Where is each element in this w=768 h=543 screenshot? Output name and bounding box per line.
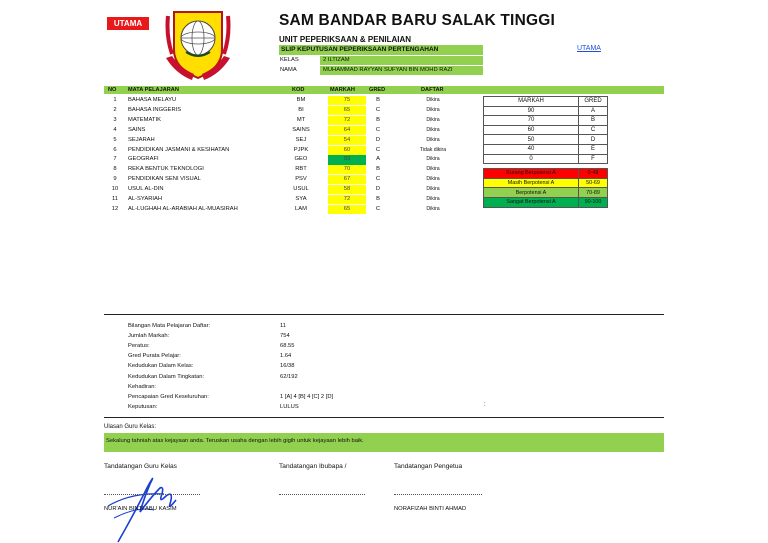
stat-label: Jumlah Markah: — [128, 333, 170, 340]
sig-pengetua-line — [394, 494, 482, 496]
utama-button[interactable]: UTAMA — [107, 17, 149, 30]
row-no: 2 — [113, 106, 117, 113]
row-no: 9 — [113, 176, 117, 183]
ref-row — [484, 135, 608, 145]
table-row — [104, 136, 444, 146]
divider — [104, 417, 664, 418]
row-daftar: Dikira — [426, 116, 440, 123]
row-kod: PSV — [295, 176, 307, 183]
row-subject: SEJARAH — [128, 136, 155, 143]
nama-label: NAMA — [280, 67, 297, 73]
row-kod: PJPK — [293, 146, 309, 153]
row-kod: BM — [296, 97, 306, 103]
table-row — [104, 106, 444, 116]
row-no: 6 — [113, 146, 117, 153]
sig-guru-line — [104, 494, 200, 496]
row-gred: C — [375, 176, 381, 183]
row-kod: RBT — [295, 166, 307, 173]
row-daftar: Dikira — [426, 205, 440, 212]
row-gred: A — [376, 156, 380, 163]
row-markah: 72 — [328, 195, 366, 204]
row-subject: USUL AL-DIN — [128, 186, 164, 193]
row-no: 3 — [113, 116, 117, 123]
stat-label: Gred Purata Pelajar: — [128, 353, 181, 360]
stat-value: 1.64 — [280, 353, 292, 360]
row-daftar: Dikira — [426, 136, 440, 143]
row-gred: B — [376, 196, 380, 202]
row-daftar: Dikira — [426, 196, 440, 202]
row-gred: C — [375, 146, 381, 153]
row-daftar: Tidak dikira — [419, 146, 447, 153]
sig-guru-name: NUR'AIN BINTI ABU KASIM — [104, 506, 177, 512]
row-gred: D — [375, 186, 381, 193]
guru-signature-image — [104, 466, 184, 543]
row-kod: SEJ — [295, 136, 307, 143]
sig-pengetua-name: NORAFIZAH BINTI AHMAD — [394, 506, 467, 512]
row-daftar: Dikira — [426, 97, 440, 103]
row-subject: PENDIDIKAN SENI VISUAL — [128, 176, 201, 183]
stat-label: Kehadiran: — [128, 383, 157, 390]
col-subject: MATA PELAJARAN — [128, 87, 179, 93]
ref-row — [484, 154, 608, 164]
table-row — [104, 126, 444, 136]
row-markah: 75 — [328, 96, 366, 105]
slip-title: SLIP KEPUTUSAN PEPERIKSAAN PERTENGAHAN — [279, 45, 483, 55]
table-row — [104, 96, 444, 106]
school-logo — [164, 8, 232, 84]
legend-range: 0-49 — [579, 169, 608, 179]
row-daftar: Dikira — [426, 126, 440, 133]
row-gred: B — [376, 97, 380, 103]
col-daftar: DAFTAR — [421, 87, 444, 93]
stat-value: 62/192 — [280, 373, 298, 380]
row-markah: 58 — [328, 185, 366, 194]
ref-row — [484, 125, 608, 135]
col-kod: KOD — [292, 87, 305, 93]
row-subject: BAHASA MELAYU — [128, 97, 177, 103]
stat-value: 16/38 — [280, 363, 295, 370]
ulasan-text: Sekalung tahniah atas kejayaan anda. Teruskan usaha dengan lebih gigih untuk kejayaan lebih baik. — [104, 433, 664, 452]
row-markah: 93 — [328, 155, 366, 164]
ref-markah: 0 — [484, 154, 579, 164]
stat-label: Kedudukan Dalam Kelas: — [128, 363, 194, 370]
utama-link[interactable]: UTAMA — [577, 45, 601, 52]
row-subject: GEOGRAFI — [128, 156, 159, 163]
row-kod: SYA — [295, 196, 307, 202]
row-daftar: Dikira — [426, 186, 440, 193]
row-no: 8 — [113, 166, 117, 173]
table-row — [104, 146, 447, 156]
ref-gred: A — [579, 106, 608, 116]
row-markah: 54 — [328, 136, 366, 145]
stat-value: 68.55 — [280, 343, 295, 350]
kelas-value: 2 ILTIZAM — [320, 56, 483, 65]
ref-header-gred: GRED — [579, 97, 608, 107]
ref-gred: E — [579, 144, 608, 154]
nama-value: MUHAMMAD RAYYAN SUFYAN BIN MOHD RAZI — [320, 66, 483, 75]
stat-value: 754 — [280, 333, 290, 340]
row-kod: BI — [298, 106, 304, 113]
legend-label: Masih Berpotensi A — [484, 178, 579, 188]
row-subject: BAHASA INGGERIS — [128, 106, 182, 113]
table-row — [104, 185, 444, 195]
stats-colon: : — [484, 402, 486, 408]
stat-label: Keputusan: — [128, 403, 158, 410]
stat-label: Bilangan Mata Pelajaran Daftar: — [128, 323, 211, 329]
row-no: 12 — [111, 205, 119, 212]
row-markah: 72 — [328, 116, 366, 125]
ref-gred: F — [579, 154, 608, 164]
row-gred: C — [375, 106, 381, 113]
sig-ibubapa-label: Tandatangan Ibubapa / — [279, 463, 347, 470]
ref-row — [484, 144, 608, 154]
ref-markah: 70 — [484, 116, 579, 126]
stat-value: 11 — [280, 323, 287, 329]
row-markah: 64 — [328, 126, 366, 135]
row-gred: C — [375, 205, 381, 212]
col-markah: MARKAH — [330, 87, 355, 93]
ref-markah: 40 — [484, 144, 579, 154]
row-no: 7 — [113, 156, 117, 163]
row-kod: SAINS — [292, 126, 310, 133]
ref-markah: 60 — [484, 125, 579, 135]
row-daftar: Dikira — [426, 176, 440, 183]
ref-gred: B — [579, 116, 608, 126]
legend-row — [484, 178, 608, 188]
stat-label: Pencapaian Gred Keseluruhan: — [128, 393, 209, 400]
row-markah: 65 — [328, 106, 366, 115]
table-row — [104, 195, 444, 205]
ref-header-markah: MARKAH — [484, 97, 579, 107]
ref-markah: 50 — [484, 135, 579, 145]
stat-label: Peratus: — [128, 343, 150, 350]
legend-label: Berpotensi A — [484, 188, 579, 198]
row-markah: 60 — [328, 146, 366, 155]
legend-range: 70-89 — [579, 188, 608, 198]
row-markah: 67 — [328, 175, 366, 184]
row-no: 1 — [113, 97, 117, 103]
row-gred: B — [376, 116, 380, 123]
table-row — [104, 116, 444, 126]
grade-reference-table — [483, 96, 608, 208]
row-subject: MATEMATIK — [128, 116, 161, 123]
row-markah: 70 — [328, 165, 366, 174]
row-markah: 65 — [328, 205, 366, 214]
stat-value: 1 [A] 4 [B] 4 [C] 2 [D] — [280, 393, 334, 400]
row-no: 5 — [113, 136, 117, 143]
legend-row — [484, 188, 608, 198]
ref-gred: C — [579, 125, 608, 135]
sig-ibubapa-line — [279, 494, 365, 496]
ref-gred: D — [579, 135, 608, 145]
row-gred: C — [375, 126, 381, 133]
legend-range: 50-69 — [579, 178, 608, 188]
ulasan-label: Ulasan Guru Kelas: — [104, 424, 157, 430]
table-row — [104, 205, 444, 215]
legend-range: 90-100 — [579, 197, 608, 207]
row-kod: USUL — [293, 186, 309, 193]
school-name: SAM BANDAR BARU SALAK TINGGI — [279, 12, 555, 29]
row-no: 10 — [111, 186, 119, 193]
row-daftar: Dikira — [426, 166, 440, 173]
row-daftar: Dikira — [426, 156, 440, 163]
table-row — [104, 165, 444, 175]
sig-pengetua-label: Tandatangan Pengetua — [394, 463, 463, 470]
row-subject: REKA BENTUK TEKNOLOGI — [128, 166, 204, 173]
stat-label: Kedudukan Dalam Tingkatan: — [128, 373, 205, 380]
row-kod: GEO — [294, 156, 308, 163]
unit-title: UNIT PEPERIKSAAN & PENILAIAN — [279, 35, 412, 44]
row-gred: B — [376, 166, 380, 173]
stat-value: LULUS — [280, 403, 299, 410]
legend-label: Sangat Berpotensi A — [484, 197, 579, 207]
row-gred: D — [375, 136, 381, 143]
row-subject: SAINS — [128, 126, 146, 133]
table-row — [104, 155, 444, 165]
legend-row — [484, 169, 608, 179]
ref-row — [484, 106, 608, 116]
row-subject: AL-SYARIAH — [128, 196, 163, 202]
ref-markah: 90 — [484, 106, 579, 116]
sig-guru-label: Tandatangan Guru Kelas — [104, 463, 177, 470]
legend-label: Kurang Berpotensi A — [484, 169, 579, 179]
row-kod: MT — [296, 116, 306, 123]
col-gred: GRED — [369, 87, 386, 93]
row-subject: PENDIDIKAN JASMANI & KESIHATAN — [128, 146, 230, 153]
row-daftar: Dikira — [426, 106, 440, 113]
row-subject: AL-LUGHAH AL-ARABIAH AL-MUASIRAH — [128, 205, 238, 212]
row-kod: LAM — [295, 205, 307, 212]
ref-row — [484, 116, 608, 126]
col-no: NO — [108, 87, 117, 93]
kelas-label: KELAS — [280, 57, 299, 63]
legend-row — [484, 197, 608, 207]
divider — [104, 314, 664, 315]
table-row — [104, 175, 444, 185]
row-no: 4 — [113, 126, 117, 133]
row-no: 11 — [111, 196, 119, 202]
